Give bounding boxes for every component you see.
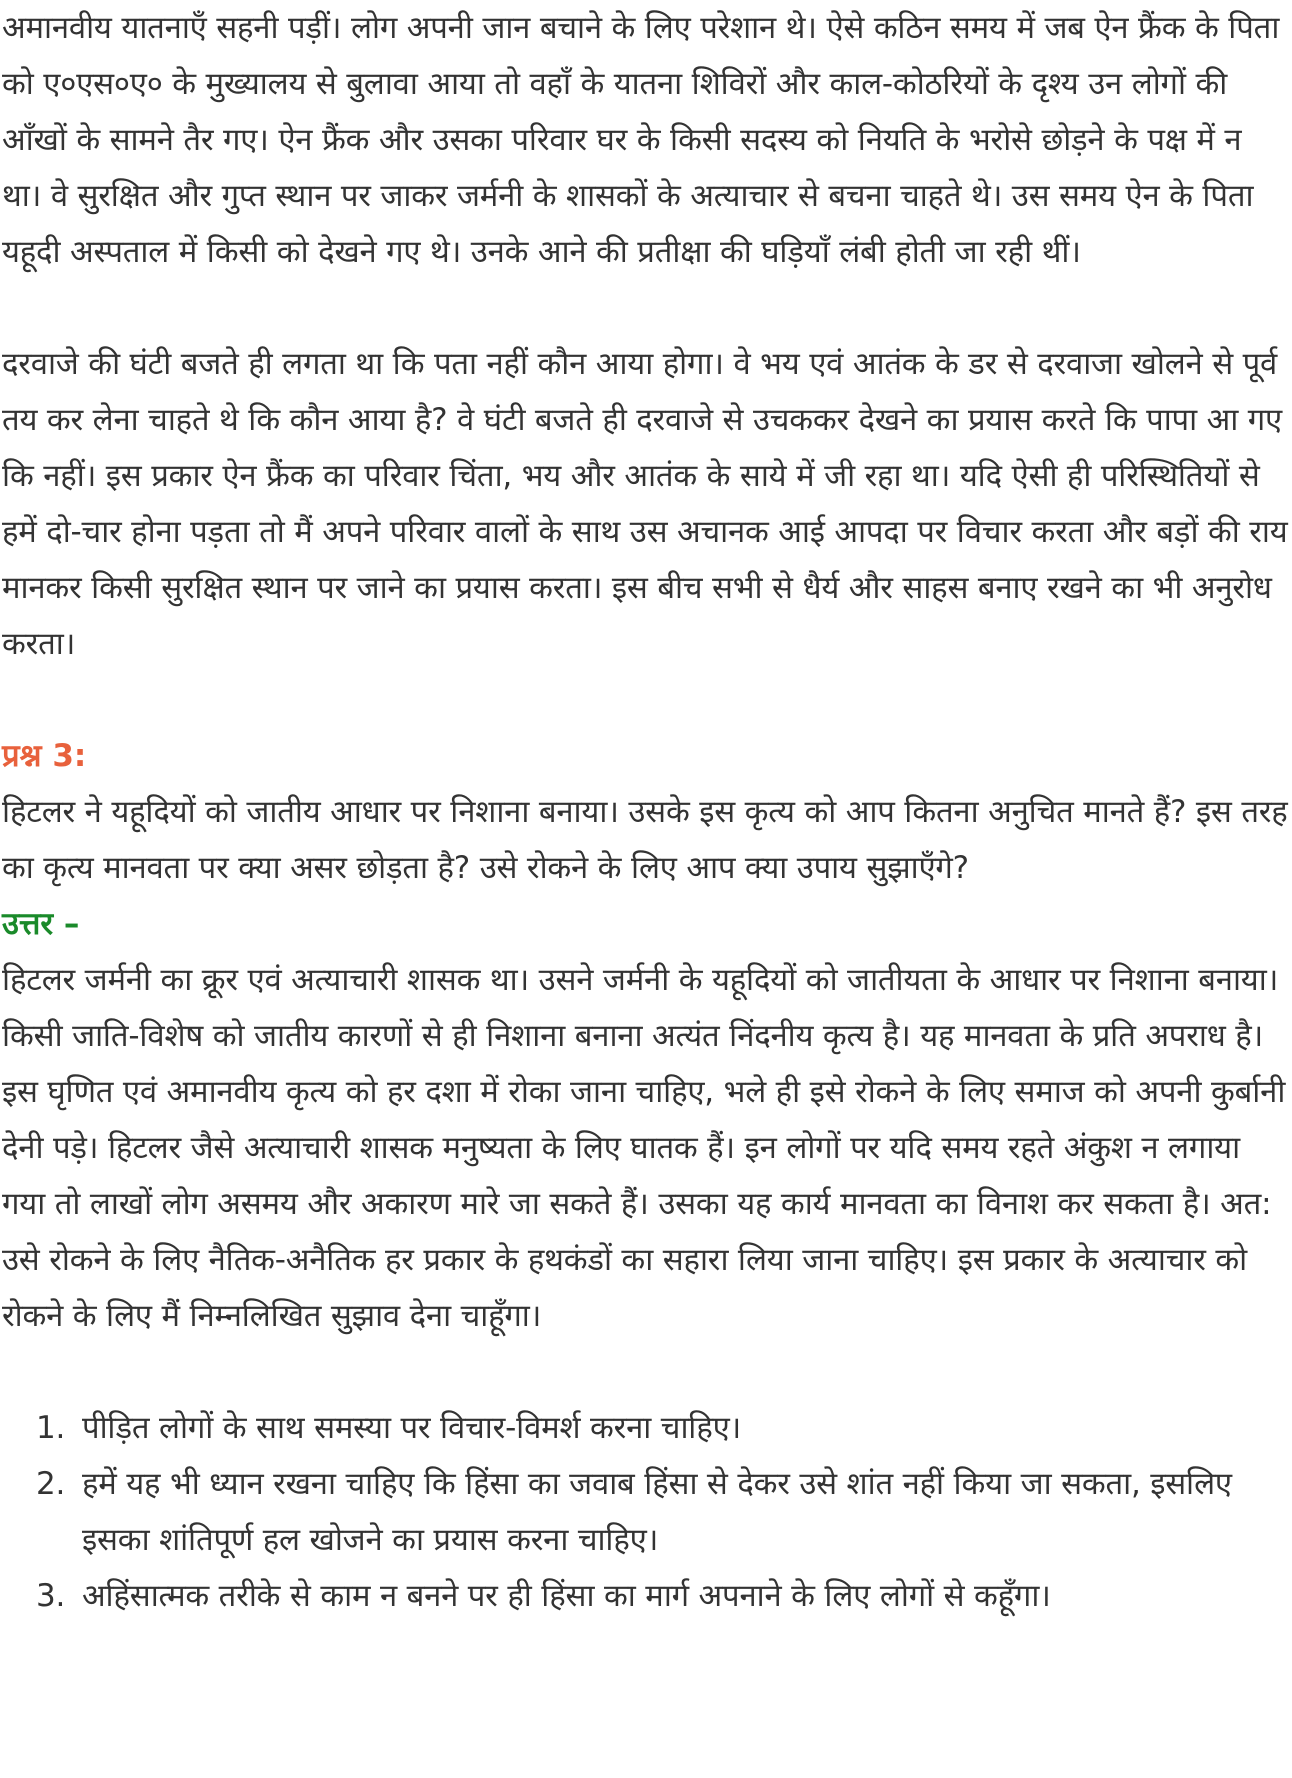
paragraph-spacer bbox=[2, 672, 1290, 728]
list-item-text: पीड़ित लोगों के साथ समस्या पर विचार-विमर्श करना चाहिए। bbox=[82, 1410, 742, 1446]
list-item bbox=[2, 1400, 1290, 1456]
suggestion-list bbox=[2, 1400, 1290, 1624]
list-item-text: हमें यह भी ध्यान रखना चाहिए कि हिंसा का जवाब हिंसा से देकर उसे शांत नहीं किया जा सकता, इसलिए इसका शांतिपूर्ण हल खोजने का प्रयास करना चाहिए। bbox=[82, 1466, 1232, 1558]
question-label: प्रश्न 3: bbox=[2, 738, 87, 774]
list-item bbox=[2, 1456, 1290, 1568]
list-item bbox=[2, 1568, 1290, 1624]
list-item-number: 2. bbox=[36, 1466, 66, 1502]
list-item-number: 1. bbox=[36, 1410, 66, 1446]
paragraph-spacer bbox=[2, 1344, 1290, 1400]
answer-label: उत्तर – bbox=[2, 906, 80, 942]
answer-text: हिटलर जर्मनी का क्रूर एवं अत्याचारी शासक था। उसने जर्मनी के यहूदियों को जातीयता के आधार पर निशाना बनाया। किसी जाति-विशेष को जातीय कारणों से ही निशाना बनाना अत्यंत निंदनीय कृत्य है। यह मानवता के प्रति अपराध है। इस घृणित एवं अमानवीय कृत्य को हर दशा में रोका जाना चाहिए, भले ही इसे रोकने के लिए समाज को अपनी कुर्बानी देनी पड़े। हिटलर जैसे अत्याचारी शासक मनुष्यता के लिए घातक हैं। इन लोगों पर यदि समय रहते अंकुश न लगाया गया तो लाखों लोग असमय और अकारण मारे जा सकते हैं। उसका यह कार्य मानवता का विनाश कर सकता है। अत: उसे रोकने के लिए नैतिक-अनैतिक हर प्रकार के हथकंडों का सहारा लिया जाना चाहिए। इस प्रकार के अत्याचार को रोकने के लिए मैं निम्नलिखित सुझाव देना चाहूँगा। bbox=[2, 962, 1286, 1334]
list-item-text: अहिंसात्मक तरीके से काम न बनने पर ही हिंसा का मार्ग अपनाने के लिए लोगों से कहूँगा। bbox=[82, 1578, 1051, 1614]
paragraph-spacer bbox=[2, 280, 1290, 336]
list-item-number: 3. bbox=[36, 1578, 66, 1614]
intro-paragraph-2: दरवाजे की घंटी बजते ही लगता था कि पता नहीं कौन आया होगा। वे भय एवं आतंक के डर से दरवाजा खोलने से पूर्व तय कर लेना चाहते थे कि कौन आया है? वे घंटी बजते ही दरवाजे से उचककर देखने का प्रयास करते कि पापा आ गए कि नहीं। इस प्रकार ऐन फ्रैंक का परिवार चिंता, भय और आतंक के साये में जी रहा था। यदि ऐसी ही परिस्थितियों से हमें दो-चार होना पड़ता तो मैं अपने परिवार वालों के साथ उस अचानक आई आपदा पर विचार करता और बड़ों की राय मानकर किसी सुरक्षित स्थान पर जाने का प्रयास करता। इस बीच सभी से धैर्य और साहस बनाए रखने का भी अनुरोध करता। bbox=[2, 346, 1288, 662]
intro-paragraph-1: अमानवीय यातनाएँ सहनी पड़ीं। लोग अपनी जान बचाने के लिए परेशान थे। ऐसे कठिन समय में जब ऐन फ्रैंक के पिता को ए०एस०ए० के मुख्यालय से बुलावा आया तो वहाँ के यातना शिविरों और काल-कोठरियों के दृश्य उन लोगों की आँखों के सामने तैर गए। ऐन फ्रैंक और उसका परिवार घर के किसी सदस्य को नियति के भरोसे छोड़ने के पक्ष में न था। वे सुरक्षित और गुप्त स्थान पर जाकर जर्मनी के शासकों के अत्याचार से बचना चाहते थे। उस समय ऐन के पिता यहूदी अस्पताल में किसी को देखने गए थे। उनके आने की प्रतीक्षा की घड़ियाँ लंबी होती जा रही थीं। bbox=[2, 10, 1280, 270]
question-text: हिटलर ने यहूदियों को जातीय आधार पर निशाना बनाया। उसके इस कृत्य को आप कितना अनुचित मानते हैं? इस तरह का कृत्य मानवता पर क्या असर छोड़ता है? उसे रोकने के लिए आप क्या उपाय सुझाएँगे? bbox=[2, 794, 1288, 886]
